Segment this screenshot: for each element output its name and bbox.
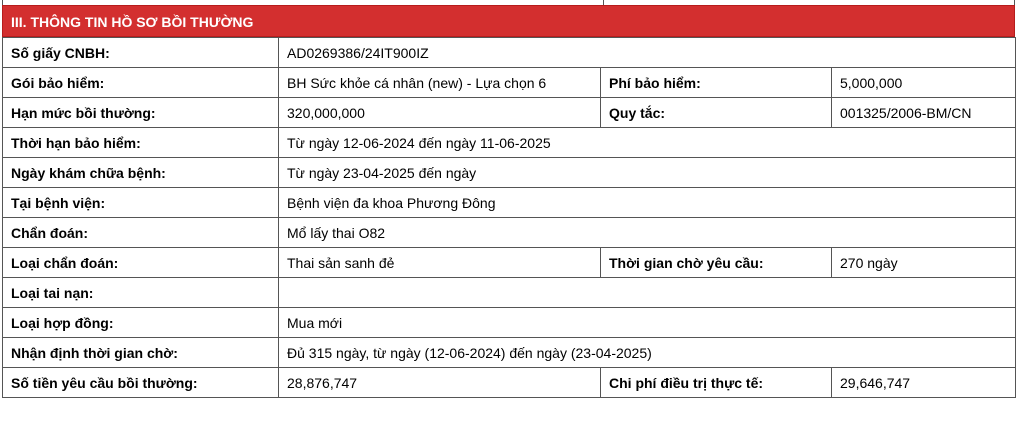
row-period bbox=[3, 128, 1016, 158]
actual-cost-label: Chi phí điều trị thực tế: bbox=[601, 368, 832, 398]
contract-type-label: Loại hợp đồng: bbox=[3, 308, 279, 338]
claim-amount-label: Số tiền yêu cầu bồi thường: bbox=[3, 368, 279, 398]
premium-value: 5,000,000 bbox=[832, 68, 1016, 98]
row-diagnosis bbox=[3, 218, 1016, 248]
premium-label: Phí bảo hiểm: bbox=[601, 68, 832, 98]
diagnosis-value: Mổ lấy thai O82 bbox=[279, 218, 1016, 248]
diagnosis-type-label: Loại chẩn đoán: bbox=[3, 248, 279, 278]
row-claim-amount bbox=[3, 368, 1016, 398]
rule-label: Quy tắc: bbox=[601, 98, 832, 128]
plan-label: Gói bảo hiểm: bbox=[3, 68, 279, 98]
plan-value: BH Sức khỏe cá nhân (new) - Lựa chọn 6 bbox=[279, 68, 601, 98]
diagnosis-label: Chẩn đoán: bbox=[3, 218, 279, 248]
row-accident-type bbox=[3, 278, 1016, 308]
waiting-assessment-value: Đủ 315 ngày, từ ngày (12-06-2024) đến ngày (23-04-2025) bbox=[279, 338, 1016, 368]
hospital-value: Bệnh viện đa khoa Phương Đông bbox=[279, 188, 1016, 218]
hospital-label: Tại bệnh viện: bbox=[3, 188, 279, 218]
period-value: Từ ngày 12-06-2024 đến ngày 11-06-2025 bbox=[279, 128, 1016, 158]
accident-type-label: Loại tai nạn: bbox=[3, 278, 279, 308]
contract-type-value: Mua mới bbox=[279, 308, 1016, 338]
claim-amount-value: 28,876,747 bbox=[279, 368, 601, 398]
cert-no-label: Số giấy CNBH: bbox=[3, 38, 279, 68]
row-limit bbox=[3, 98, 1016, 128]
period-label: Thời hạn bảo hiểm: bbox=[3, 128, 279, 158]
cert-no-value: AD0269386/24IT900IZ bbox=[279, 38, 1016, 68]
row-waiting-assessment bbox=[3, 338, 1016, 368]
rule-value: 001325/2006-BM/CN bbox=[832, 98, 1016, 128]
row-diagnosis-type bbox=[3, 248, 1016, 278]
actual-cost-value: 29,646,747 bbox=[832, 368, 1016, 398]
row-treatment-date bbox=[3, 158, 1016, 188]
claim-info-table bbox=[2, 37, 1016, 398]
limit-value: 320,000,000 bbox=[279, 98, 601, 128]
section-header: III. THÔNG TIN HỒ SƠ BỒI THƯỜNG bbox=[2, 5, 1015, 37]
diagnosis-type-value: Thai sản sanh đẻ bbox=[279, 248, 601, 278]
waiting-assessment-label: Nhận định thời gian chờ: bbox=[3, 338, 279, 368]
limit-label: Hạn mức bồi thường: bbox=[3, 98, 279, 128]
waiting-time-label: Thời gian chờ yêu cầu: bbox=[601, 248, 832, 278]
waiting-time-value: 270 ngày bbox=[832, 248, 1016, 278]
accident-type-value bbox=[279, 278, 1016, 308]
row-hospital bbox=[3, 188, 1016, 218]
row-contract-type bbox=[3, 308, 1016, 338]
treatment-date-label: Ngày khám chữa bệnh: bbox=[3, 158, 279, 188]
row-plan bbox=[3, 68, 1016, 98]
treatment-date-value: Từ ngày 23-04-2025 đến ngày bbox=[279, 158, 1016, 188]
row-cert-no bbox=[3, 38, 1016, 68]
